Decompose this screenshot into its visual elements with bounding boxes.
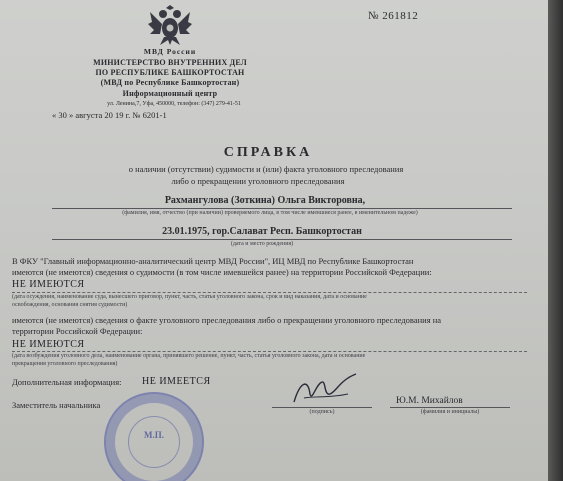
birth-underline: [52, 239, 512, 240]
name-underline: [52, 208, 512, 209]
info-center: Информационный центр: [122, 89, 218, 98]
conviction-value: НЕ ИМЕЮТСЯ: [12, 279, 85, 290]
section1-caption-2: освобождения, основания снятия судимости): [12, 302, 128, 308]
signer-name-caption: (фамилия и инициалы): [420, 409, 480, 415]
table-edge: [548, 0, 563, 481]
extra-info-value: НЕ ИМЕЕТСЯ: [142, 376, 211, 387]
birth-caption: (дата и место рождения): [230, 241, 294, 247]
extra-info-label: Дополнительная информация:: [12, 377, 122, 387]
section1-line1: В ФКУ "Главный информационно-аналитический центр МВД России", ИЦ МВД по Республике Башкортостан: [12, 256, 414, 266]
section1-line2: имеются (не имеются) сведения о судимости (в том числе имевшейся ранее) на территории Российской Федерации:: [12, 267, 432, 277]
section2-caption-1: (дата возбуждения уголовного дела, наименование органа, принявшего решение, пункт, часть, статья уголовного закона, дата и основание: [12, 353, 366, 359]
conviction-underline: [12, 292, 527, 293]
handwritten-signature: [290, 372, 360, 408]
birth-info: 23.01.1975, гор.Салават Респ. Башкортостан: [162, 226, 362, 237]
title-subline-1: о наличии (отсутствии) судимости и (или) факта уголовного преследования: [128, 164, 404, 174]
signature-line: [272, 407, 372, 408]
date-line: « 30 » августа 20 19 г. № 6201-1: [52, 110, 167, 120]
document-title: СПРАВКА: [223, 145, 313, 160]
seal-inner-ring: [128, 416, 180, 468]
agency-name: МВД России: [143, 47, 197, 56]
double-headed-eagle-icon: [148, 4, 192, 46]
ministry-line-1: МИНИСТЕРСТВО ВНУТРЕННИХ ДЕЛ: [93, 58, 247, 67]
section2-caption-2: прекращения уголовного преследования): [12, 361, 118, 367]
signer-name: Ю.М. Михайлов: [396, 396, 463, 406]
prosecution-underline: [12, 351, 527, 352]
official-seal: [104, 392, 204, 481]
section2-line1: имеются (не имеются) сведения о факте уголовного преследования либо о прекращении уголовного преследования на: [12, 315, 442, 325]
section1-caption-1: (дата осуждения, наименование суда, вынесшего приговор, пункт, часть, статья уголовного закона, срок и вид наказания, дата и основание: [12, 294, 367, 300]
name-caption: (фамилия, имя, отчество (при наличии) проверяемого лица, в том числе имевшиеся ранее, в именительном падеже): [122, 210, 418, 216]
section2-line2: территории Российской Федерации:: [12, 326, 143, 336]
signer-role: Заместитель начальника: [12, 400, 101, 410]
seal-label: М.П.: [144, 430, 164, 440]
prosecution-value: НЕ ИМЕЮТСЯ: [12, 339, 85, 350]
address: ул. Ленина,7, Уфа, 450000, телефон: (347) 279-41-51: [107, 101, 241, 107]
ministry-line-3: (МВД по Республике Башкортостан): [100, 78, 240, 87]
signer-name-line: [390, 407, 510, 408]
document-number: № 261812: [368, 10, 419, 22]
ministry-line-2: ПО РЕСПУБЛИКЕ БАШКОРТОСТАН: [95, 68, 245, 77]
title-subline-2: либо о прекращении уголовного преследования: [171, 176, 345, 186]
person-name: Рахмангулова (Зоткина) Ольга Викторовна,: [164, 195, 366, 206]
signature-caption: (подпись): [309, 409, 335, 415]
